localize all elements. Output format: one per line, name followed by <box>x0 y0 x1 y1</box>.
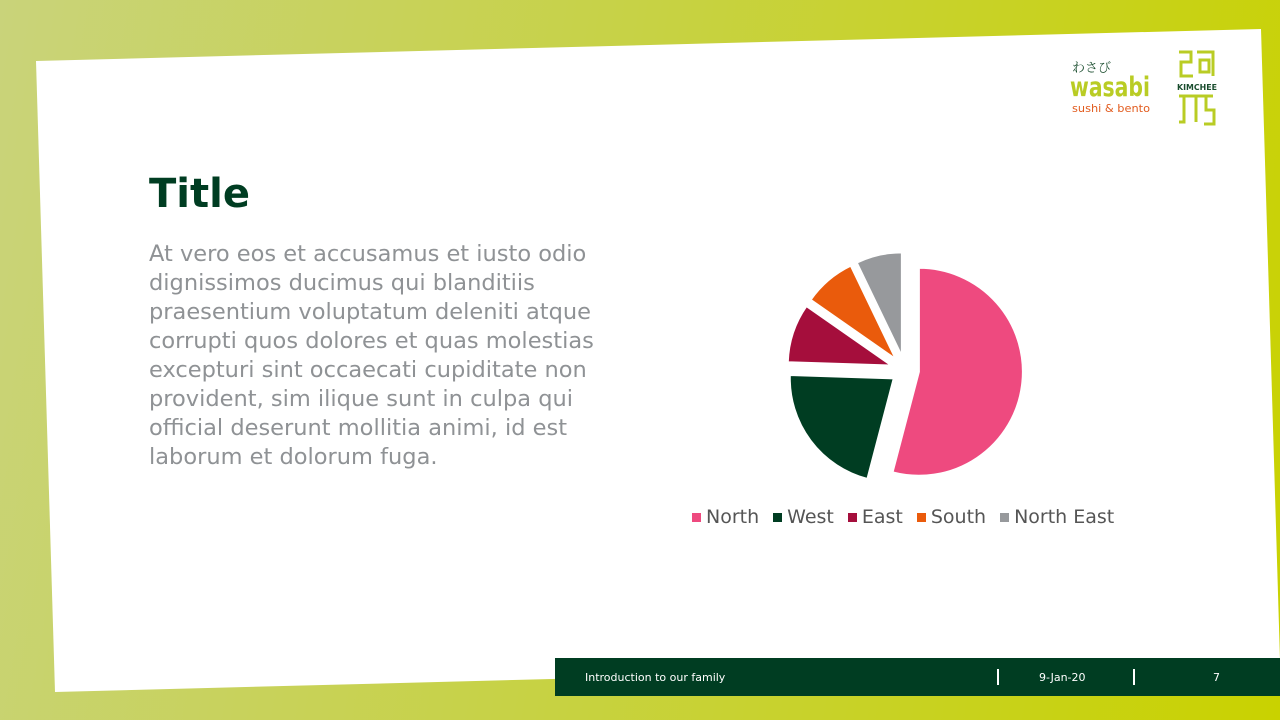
legend-item <box>692 506 759 528</box>
legend-swatch <box>773 513 782 522</box>
footer-date: 9-Jan-20 <box>1039 671 1086 684</box>
footer-separator <box>1133 669 1135 685</box>
footer-page-number: 7 <box>1213 671 1220 684</box>
legend-label: South <box>930 506 987 528</box>
legend-swatch <box>692 513 701 522</box>
legend-item <box>1000 506 1114 528</box>
legend-swatch <box>917 513 926 522</box>
chart-legend <box>692 506 1114 528</box>
svg-text:sushi & bento: sushi & bento <box>1072 102 1151 115</box>
wasabi-logo <box>1070 58 1154 118</box>
footer-text: Introduction to our family <box>585 671 726 684</box>
legend-item <box>848 506 903 528</box>
pie-slice-north <box>893 268 1023 476</box>
legend-label: North East <box>1014 506 1115 528</box>
legend-label: East <box>861 506 903 528</box>
svg-text:wasabi: wasabi <box>1070 72 1150 103</box>
legend-label: West <box>787 506 834 528</box>
slide-body-text: At vero eos et accusamus et iusto odio dignissimos ducimus qui blanditiis praesentium voluptatum deleniti atque corrupti quos dolores et quas molestias excepturi sint occaecati cupiditate non provident, sim ilique sunt in culpa qui official deserunt mollitia animi, id est laborum et dolorum fuga. <box>149 241 594 470</box>
svg-text:わさび: わさび <box>1072 61 1112 76</box>
legend-item <box>917 506 986 528</box>
legend-label: North <box>706 506 760 528</box>
footer-separator <box>997 669 999 685</box>
pie-slice-west <box>790 375 894 479</box>
kimchee-logo <box>1176 48 1218 128</box>
legend-swatch <box>848 513 857 522</box>
slide-title: Title <box>149 171 250 217</box>
footer-bar <box>555 658 1280 696</box>
pie-chart <box>760 240 1060 500</box>
legend-swatch <box>1000 513 1009 522</box>
legend-item <box>773 506 834 528</box>
svg-text:KIMCHEE: KIMCHEE <box>1177 83 1217 92</box>
